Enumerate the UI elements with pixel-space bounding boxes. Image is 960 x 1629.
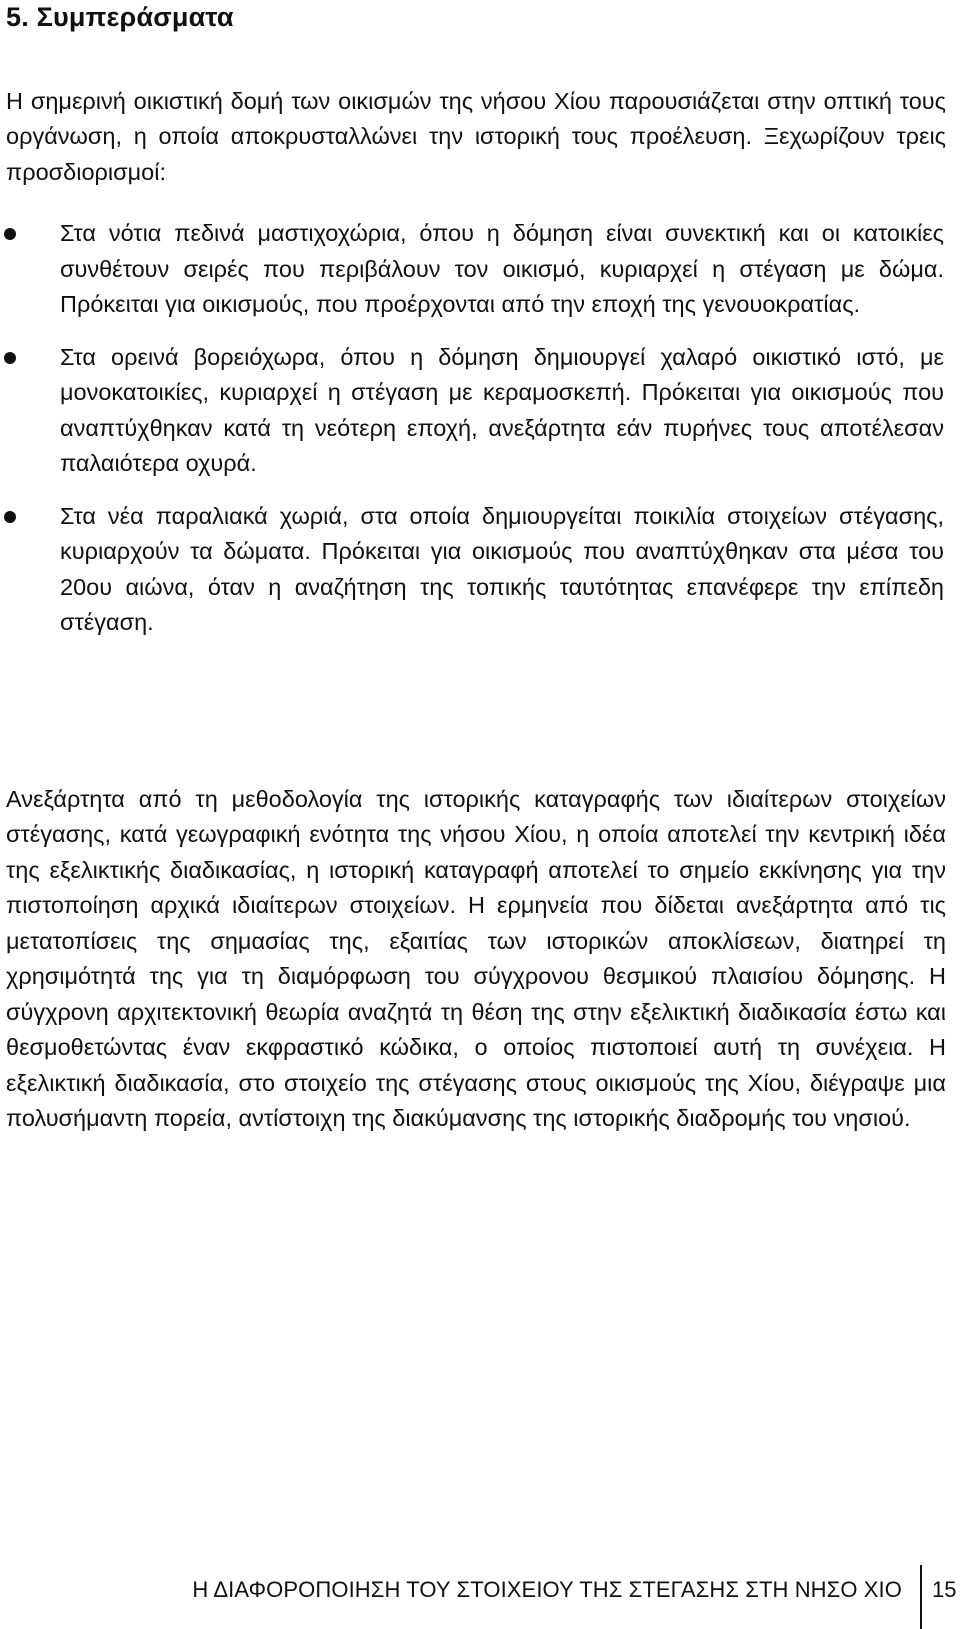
- closing-paragraph: Ανεξάρτητα από τη μεθοδολογία της ιστορικής καταγραφής των ιδιαίτερων στοιχείων στέγασης, κατά γεωγραφική ενότητα της νήσου Χίου, η οποία αποτελεί την κεντρική ιδέα της εξελικτικής διαδικασίας, η ιστορική καταγραφή αποτελεί το σημείο εκκίνησης για την πιστοποίηση αρχικά ιδιαίτερων στοιχείων. Η ερμηνεία που δίδεται ανεξάρτητα από τις μετατοπίσεις της σημασίας της, εξαιτίας των ιστορικών αποκλίσεων, διατηρεί τη χρησιμότητά της για τη διαμόρφωση του σύγχρονου θεσμικού πλαισίου δόμησης. Η σύγχρονη αρχιτεκτονική θεωρία αναζητά τη θέση της στην εξελικτική διαδικασία έστω και θεσμοθετώντας έναν εκφραστικό κώδικα, ο οποίος πιστοποιεί αυτή τη συνέχεια. Η εξελικτική διαδικασία, στο στοιχείο της στέγασης στους οικισμούς της Χίου, διέγραψε μια πολυσήμαντη πορεία, αντίστοιχη της διακύμανσης της ιστορικής διαδρομής του νησιού.: [6, 785, 946, 1131]
- bullet-icon: [4, 352, 16, 364]
- list-item: [0, 216, 944, 323]
- page-number: 15: [932, 1577, 957, 1602]
- list-item-text: Στα νέα παραλιακά χωριά, στα οποία δημιουργείται ποικιλία στοιχείων στέγασης, κυριαρχούν τα δώματα. Πρόκειται για οικισμούς που αναπτύχθηκαν στα μέσα του 20ου αιώνα, όταν η αναζήτηση της τοπικής ταυτότητας επανέφερε την επίπεδη στέγαση.: [60, 502, 944, 635]
- list-item-text: Στα ορεινά βορειόχωρα, όπου η δόμηση δημιουργεί χαλαρό οικιστικό ιστό, με μονοκατοικίες, κυριαρχεί η στέγαση με κεραμοσκεπή. Πρόκειται για οικισμούς που αναπτύχθηκαν κατά τη νεότερη εποχή, ανεξάρτητα εάν πυρήνες τους αποτέλεσαν παλαιότερα οχυρά.: [60, 343, 944, 476]
- intro-paragraph: Η σημερινή οικιστική δομή των οικισμών της νήσου Χίου παρουσιάζεται στην οπτική τους οργάνωση, η οποία αποκρυσταλλώνει την ιστορική τους προέλευση. Ξεχωρίζουν τρεις προσδιορισμοί:: [6, 87, 946, 185]
- page-footer: [0, 1565, 960, 1629]
- bullet-icon: [4, 511, 16, 523]
- footer-divider: [920, 1565, 922, 1629]
- running-title: Η ΔΙΑΦΟΡΟΠΟΙΗΣΗ ΤΟΥ ΣΤΟΙΧΕΙΟΥ ΤΗΣ ΣΤΕΓΑΣΗΣ ΣΤΗ ΝΗΣΟ ΧΙΟ: [192, 1577, 902, 1602]
- section-heading: 5. Συμπεράσματα: [6, 2, 234, 32]
- conclusions-list: [0, 216, 960, 641]
- list-item-text: Στα νότια πεδινά μαστιχοχώρια, όπου η δόμηση είναι συνεκτική και οι κατοικίες συνθέτουν σειρές που περιβάλουν τον οικισμό, κυριαρχεί η στέγαση με δώμα. Πρόκειται για οικισμούς, που προέρχονται από την εποχή της γενουοκρατίας.: [60, 220, 944, 317]
- list-item: [0, 340, 944, 482]
- bullet-icon: [4, 228, 16, 240]
- list-item: [0, 499, 944, 641]
